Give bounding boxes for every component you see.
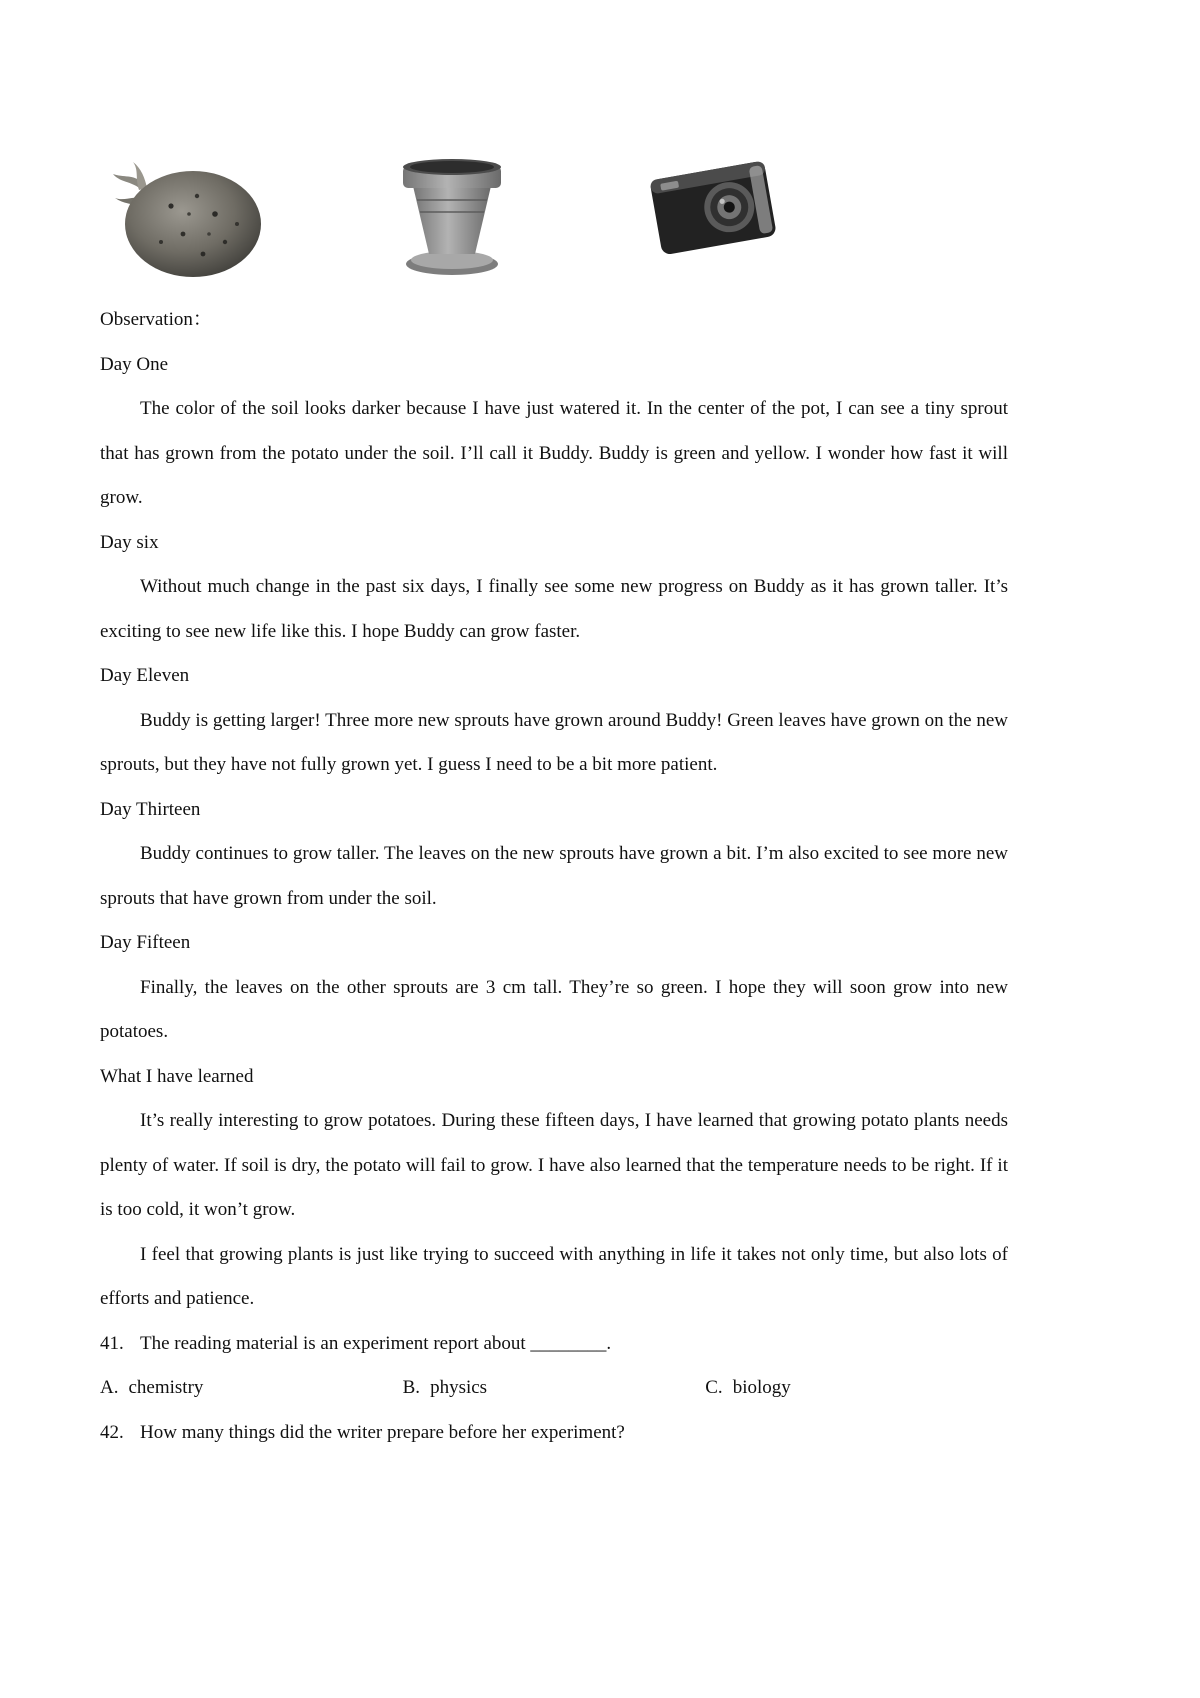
day-thirteen-paragraph: Buddy continues to grow taller. The leaves on the new sprouts have grown a bit. I’m also excited to see more new sprouts that have grown from under the soil. [100,843,1008,909]
option-a-label: A. [100,1377,119,1398]
option-c-text: biology [732,1377,791,1398]
observation-heading: Observation： [100,309,212,330]
flowerpot-image [393,152,511,278]
learned-heading: What I have learned [100,1065,254,1087]
question-41-number: 41. [100,1332,124,1354]
reading-passage [100,298,1008,1455]
day-eleven-heading: Day Eleven [100,665,190,686]
day-fifteen-heading: Day Fifteen [100,932,191,953]
question-42-number: 42. [100,1421,124,1443]
day-eleven-paragraph: Buddy is getting larger! Three more new sprouts have grown around Buddy! Green leaves have grown on the new sprouts, but they have not fully grown yet. I guess I need to be a bit more patient. [100,709,1008,775]
question-41-text: The reading material is an experiment report about ________. [140,1332,612,1354]
potato-image [105,150,265,282]
question-42-text: How many things did the writer prepare before her experiment? [140,1421,625,1443]
camera-image [643,142,783,272]
option-c [705,1366,1008,1411]
option-a-text: chemistry [128,1377,204,1398]
learned-paragraph: It’s really interesting to grow potatoes. During these fifteen days, I have learned that growing potato plants needs plenty of water. If soil is dry, the potato will fail to grow. I have also learned that the temperature needs to be right. If it is too cold, it won’t grow. [100,1110,1008,1220]
question-41 [100,1322,1008,1367]
option-b [403,1366,706,1411]
day-six-heading: Day six [100,531,159,553]
day-one-paragraph: The color of the soil looks darker because I have just watered it. In the center of the pot, I can see a tiny sprout that has grown from the potato under the soil. I’ll call it Buddy. Buddy is green and yellow. I wonder how fast it will grow. [100,398,1008,508]
option-c-label: C. [705,1377,723,1398]
question-42 [100,1411,1008,1456]
day-six-paragraph: Without much change in the past six days, I finally see some new progress on Buddy as it has grown taller. It’s exciting to see new life like this. I hope Buddy can grow faster. [100,576,1008,642]
option-b-text: physics [430,1377,488,1398]
experiment-images [0,140,1200,295]
option-a [100,1366,403,1411]
option-b-label: B. [402,1377,421,1398]
day-fifteen-paragraph: Finally, the leaves on the other sprouts are 3 cm tall. They’re so green. I hope they will soon grow into new potatoes. [100,976,1008,1042]
question-41-options [100,1366,1008,1411]
closing-paragraph: I feel that growing plants is just like trying to succeed with anything in life it takes not only time, but also lots of efforts and patience. [100,1243,1008,1309]
day-one-heading: Day One [100,353,169,375]
day-thirteen-heading: Day Thirteen [100,798,201,820]
